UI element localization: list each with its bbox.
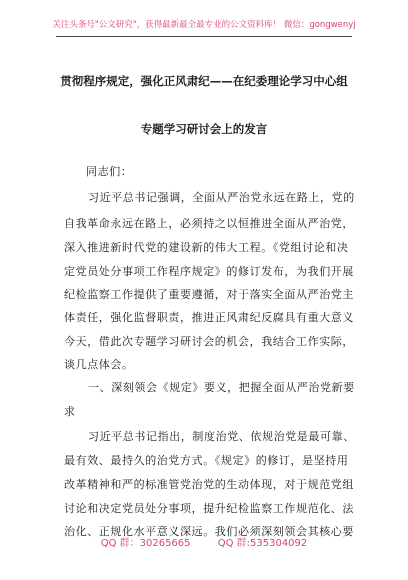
document-subtitle: 专题学习研讨会上的发言 (140, 122, 268, 136)
body-line: 深入推进新时代党的建设新的伟大工程。《党组讨论和决 (64, 241, 349, 254)
body-line: 习近平总书记强调，全面从严治党永远在路上，党的 (88, 191, 355, 204)
header-banner: 关注头条号"公文研究"，获得最新最全最专业的公文资料库！ 微信：gongwenyj (52, 20, 356, 30)
footer-banner (0, 534, 408, 549)
body-line: 习近平总书记指出，制度治党、依规治党是最可靠、 (88, 430, 355, 443)
footer-qq-group-1: QQ 群：30265665 (100, 538, 191, 549)
body-line: 自我革命永远在路上，必须持之以恒推进全面从严治党， (64, 217, 354, 230)
footer-qq-group-2: QQ 群:535304092 (217, 538, 308, 549)
body-line: 谈几点体会。 (64, 358, 134, 371)
body-line: 最有效、最持久的治党方式。《规定》的修订，是坚持用 (64, 454, 349, 467)
body-line: 治化、正规化水平意义深远。我们必须深刻领会其核心要 (64, 525, 354, 538)
body-line: 纪检监察工作提供了重要遵循，对于落实全面从严治党主 (64, 288, 354, 301)
section-heading: 一、深刻领会《规定》要义，把握全面从严治党新要 (88, 381, 355, 394)
header-divider (56, 36, 352, 37)
body-line: 讨论和决定党员处分事项，提升纪检监察工作规范化、法 (64, 502, 354, 515)
body-line: 改革精神和严的标准管党治党的生动体现，对于规范党组 (64, 478, 354, 491)
body-line: 同志们： (86, 165, 133, 178)
body-line: 今天，借此次专题学习研讨会的机会，我结合工作实际， (64, 335, 354, 348)
body-line: 定党员处分事项工作程序规定》的修订发布，为我们开展 (64, 265, 354, 278)
body-line: 体责任，强化监督职责，推进正风肃纪反腐具有重大意义 (64, 311, 354, 324)
document-title: 贯彻程序规定，强化正风肃纪——在纪委理论学习中心组 (60, 74, 348, 88)
section-heading-continued: 求 (64, 405, 76, 418)
